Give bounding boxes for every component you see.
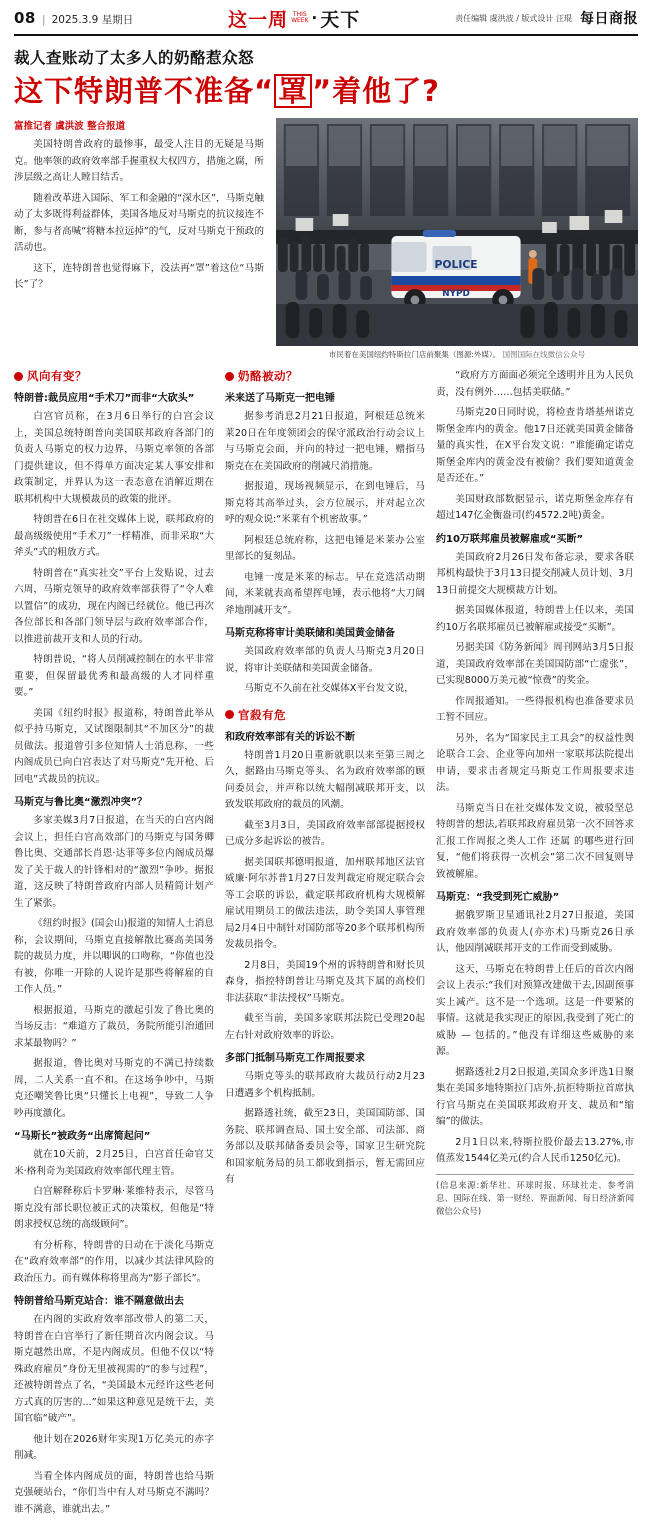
photo-caption-source: 国图国际在线微信公众号 — [502, 350, 586, 359]
editor-credit: 责任编辑 虞洪波 / 版式设计 汪琨 — [455, 13, 572, 23]
headline-boxed-char: 罩 — [274, 74, 312, 108]
headline-quote-close: ” — [312, 74, 333, 108]
body-paragraph: 据报道，现场视频显示，在到电锤后，马斯克将其高举过头，会方位展示，并对起立次呼的观众说:“米莱有个机密故事。” — [225, 481, 425, 525]
body-paragraph: 美国财政部数据显示，诺克斯堡金库存有超过147亿金衡盎司(约4572.2吨)黄金。 — [436, 493, 634, 521]
top-block — [14, 118, 638, 360]
section-header-wind — [14, 368, 214, 384]
body-paragraph: 特朗普在“真实社交”平台上发贴说，过去六周，马斯克领导的政府效率部获得了“令人难以置信”的成功，现在内阁已经就位。他已再次各位部长和各部门领导层与政府效率部合作，以推进前裁开支和人员的行动。 — [14, 567, 214, 645]
lead-paragraph: 美国特朗普政府的最惨事，最受人注目的无疑是马斯克。他率领的政府效率部手握重权大权四方，措施之腐，所涉层级之高让人瞠目结舌。 — [14, 139, 264, 183]
svg-text:POLICE: POLICE — [434, 257, 478, 272]
police-van — [391, 230, 520, 311]
body-paragraph: 2月8日，美国19个州的诉特朗普和财长贝森身，指控特朗普让马斯克及其下属的高校们非法获取“非法授权”马斯克。 — [225, 959, 425, 1004]
body-paragraph: 当看全体内阁成员的面，特朗普也给马斯克强硬站台，“你们当中有人对马斯克不满吗？谁不满意，谁就出去。” — [14, 1470, 214, 1515]
body-paragraph: 就在10天前，2月25日，白宫首任命官艾米·格利奇为美国政府效率部代理主管。 — [14, 1149, 214, 1177]
section-title: 奶酪被动？ — [238, 369, 298, 383]
body-paragraph: 《纽约时报》(国会山)报道的知情人士消息称，会议期间，马斯克直接解散比赛高美国务院的裁员力度，并以唧讽的口吻称，“你值也没有被，你唯一开除的人说许是那些将解雇的自工作人员。” — [14, 918, 214, 995]
body-paragraph: 阿根廷总统府称，这把电锤是米莱办公室里部长的复刻品。 — [225, 534, 425, 562]
body-paragraph: 据参考消息2月21日报道，阿根廷总统米莱20日在年度领团会的保守派政治行动会议上与马斯克会面，并向的特过一把电锤，赠指马斯克在在美国政府的削减尺消措施。 — [225, 411, 425, 472]
subheading: 约10万联邦雇员被解雇或“买断” — [436, 533, 584, 545]
body-paragraph: 他计划在2026财年实现1万亿美元的赤字削减。 — [14, 1433, 214, 1461]
body-paragraph: 马斯克不久前在社交媒体X平台发文说， — [244, 683, 414, 694]
photo-figure — [276, 118, 638, 360]
subheading: 和政府效率部有关的诉讼不断 — [225, 731, 355, 743]
body-paragraph: 根据报道，马斯克的激起引发了鲁比奥的当场反击：“难道方了裁员，务院所能引治通回求某最物吗？” — [14, 1004, 214, 1049]
column-1 — [14, 368, 214, 1522]
body-paragraph: 特朗普在6日在社交媒体上说，联邦政府的最高级级使用“手术刀”一样精准，而非采取“大斧头”式的粗放方式。 — [14, 514, 214, 558]
section-header-cheese — [225, 368, 425, 384]
subheading: 马斯克：“我受到死亡威胁” — [436, 892, 560, 903]
body-paragraph: 马斯克20日同时说，将检查肯塔基州诺克斯堡金库内的黄金。他17日还就美国黄金储备量的真实性，在X平台发文说：“谁能确定诺克斯堡金库内的黄金没有被偷？我们要知道黄金是否还在。” — [436, 407, 634, 484]
section-title: 风向有变？ — [27, 369, 87, 383]
lead-paragraph: 这下，连特朗普也觉得麻下，没法再“罩”着这位“马斯长”了？ — [14, 262, 264, 290]
section-header-bureau — [225, 707, 425, 723]
bullet-icon — [225, 710, 234, 719]
page-number: 08 — [14, 9, 36, 27]
paper-name: 每日商报 — [579, 11, 638, 27]
publication-date: 2025.3.9 星期日 — [51, 14, 134, 26]
page-title — [14, 74, 638, 108]
body-paragraph: 在内阁的实政府效率部改带人的第二天，特朗普在白宫举行了新任期首次内阁会议。马斯克越然出席，不是内阁成员。但他不仅以“特殊政府雇员”身份无里被视需的“的参与过程”，还被特朗普点了名，“美国最木元经许这些老何方式真的厉害的...”如果这种意见是统干去，美国官临“破产”。 — [14, 1314, 214, 1424]
section-logo-main: 这一周 — [228, 8, 289, 31]
body-paragraph: 美国政府2月26日发布备忘录，要求各联邦机构最快于3月13日提交削减人员计划、3月13日前提交大规模裁方计划。 — [436, 551, 634, 596]
headline-kicker: 裁人查账动了太多人的奶酪惹众怒 — [14, 49, 255, 67]
body-paragraph: 白宫解释称后卡罗琳·莱维特表示，尽管马斯克没有部长职位被正式的决策权，但他是“特朗求授权总统的高级顾问”。 — [14, 1186, 214, 1230]
bullet-icon — [225, 372, 234, 381]
masthead-left — [14, 9, 133, 27]
section-logo-suffix: 天下 — [320, 8, 361, 31]
photo-caption-text: 市民着在美国纽约特斯拉门店前聚集（图源:外媒）。 — [328, 350, 501, 359]
body-paragraph: 特朗普1月20日重新就职以来至第三周之久，据路由马斯克等头、名为政府效率部的顾问委员会，并声称以统大幅削减联邦开支，以致发联邦政府的裁员的风潮。 — [225, 749, 425, 810]
body-paragraph: 这天，马斯克在特朗普上任后的首次内阁会议上表示:“我们对预算改建做干去,因副预事实上减产。这不是一个选项。这是一件要紧的事情。这就是我实现正的原因,我受到了死亡的威胁 — 包括的。”他没有详细这些威胁的来源。 — [436, 963, 634, 1057]
body-paragraph: 美国《纽约时报》报道称，特朗普此举从似乎持马斯克，又试图限制其“不加区分”的裁员做法。报道曾引多位知情人士消息称，一些内阁成员已向白宫表达了对马斯克“先开枪、后回电”式裁员的抗议。 — [14, 707, 214, 785]
body-paragraph: 截至3月3日，美国政府效率部部提据授权已成分多起诉讼的被告。 — [225, 819, 425, 847]
column-2 — [225, 368, 425, 1522]
headline-suffix: 着他了? — [332, 74, 440, 108]
photo-illustration — [276, 118, 638, 346]
body-paragraph: 据路透社2月2日报道,美国众多评选1日聚集在美国多地特斯拉门店外,抗拒特斯拉首席执行官马斯克在美国联邦政府开支、裁员和“缩编”的做法。 — [436, 1066, 634, 1127]
masthead-separator: | — [41, 13, 46, 26]
bullet-icon — [14, 372, 23, 381]
subheading: 马斯克称将审计美联储和美国黄金储备 — [225, 628, 395, 639]
headline-quote-open: “ — [254, 74, 275, 108]
section-logo-english: THIS WEEK — [291, 10, 309, 24]
column-3 — [436, 368, 634, 1522]
body-paragraph: 多家美媒3月7日报道，在当天的白宫内阁会议上，担任白宫高效部门的马斯克与国务卿鲁比奥、交通部长肖恩·达菲等多位内阁成员爆发了关于裁人的针锋相对的“激烈”争吵。据报道，这反映了特朗普政府内部人员精简计划产生了紧张。 — [14, 815, 214, 909]
body-paragraph: 另外，名为“国家民主工具会”的权益性舆论联合工会、企业等向加州一家联邦法院提出申请，要求击者规定马斯克工作周报要求违法。 — [436, 732, 634, 793]
section-title: 官殺有危 — [238, 707, 286, 722]
body-paragraph: 特朗普说，“将人员削减控制在的水平非常重要，但保留最优秀和最高级的人才同样重要。” — [14, 654, 214, 698]
source-footer: (信息来源:新华社、环球时报、环球社走、参考消息、国际在线、第一财经、界面新闻、每日经济新闻微信公众号) — [436, 1174, 634, 1218]
section-logo-dot: · — [311, 9, 318, 27]
headline-prefix: 这下特朗普不准备 — [14, 74, 255, 108]
section-logo — [228, 5, 360, 32]
body-paragraph: 截至当前，美国多家联邦法院已受理20起左右针对政府效率的诉讼。 — [225, 1013, 425, 1041]
subheading: “马斯长”被政务“出席简起问” — [14, 1131, 151, 1142]
body-paragraph: 美国政府效率部的负责人马斯克3月20日说，将审计美联储和美国黄金储备。 — [225, 646, 425, 674]
body-paragraph: “政府方方面面必须完全透明并且为人民负责，没有例外……包括美联储。” — [436, 370, 634, 398]
body-paragraph: 白宫官员称，在3月6日举行的白宫会议上，美国总统特朗普向美国联邦政府各部门的负责人马斯克的权力边界，马斯克率领的各部门提供建议，但不得单方面决定某人事安排和政策制定，并界认为这一表态意在消解近期在联邦机构中大规模裁员的政策的批评。 — [14, 411, 214, 505]
masthead-right — [455, 8, 638, 28]
lead-paragraph: 随着改革进入国际、军工和金融的“深水区”，马斯克触动了太多既得利益群体，美国各地反对马斯克的抗议接连不断，参与者高喊“将糖本拉远掉”的气，反对马斯克干预政的活动也。 — [14, 192, 264, 253]
body-paragraph: 2月1日以来,特斯拉股价最去13.27%,市值蒸发1544亿美元(约合人民币1250亿元)。 — [436, 1136, 634, 1164]
body-paragraph: 据报道，鲁比奥对马斯克的不满已持续数周，二人关系一直不和。在这场争吵中，马斯克还嘲笑鲁比奥“只懂长上电视”，导致二人争吵再度激化。 — [14, 1058, 214, 1119]
photo-caption — [276, 349, 638, 360]
body-paragraph: 据路透社统，截至23日，美国国防部、国务院、联邦调查局、国土安全部、司法部、商务部以及联邦储备委员会等，国家卫生研究院和国家航务局的员工都收到指示，暂无需回应有 — [225, 1108, 425, 1185]
body-paragraph: 据美国媒体报道，特朗普上任以来，美国约10万名联邦雇员已被解雇或接受“买断”。 — [436, 605, 634, 633]
body-paragraph: 据美国联邦德明报道，加州联邦地区法官威廉·阿尔苏普1月27日发判裁定府规定联合会等工会联的诉讼，截定联邦政府机构大规模解雇试用期员工的做法违法，助令美国人事管理局2月4日中制针对国防部等20多个联邦机构所发裁员指令。 — [225, 856, 425, 950]
byline: 富推记者 虞洪波 整合报道 — [14, 121, 126, 132]
subheading: 多部门抵制马斯克工作周报要求 — [225, 1053, 365, 1064]
masthead — [14, 6, 638, 36]
body-paragraph: 据俄罗斯卫星通讯社2月27日报道，美国政府效率部的负责人(亦亦术)马斯克26日承认，他因削减联邦开支的工作而受到威胁。 — [436, 910, 634, 954]
body-paragraph: 马斯克等头的联邦政府大裁员行动2月23日遭遇多个机构抵制。 — [225, 1071, 425, 1099]
body-paragraph: 有分析称，特朗普的日动在于淡化马斯克在“政府效率部”的作用，以减少其法律风险的政治压力。而有媒体称将里高为“影子部长”。 — [14, 1239, 214, 1284]
article-columns — [14, 368, 638, 1522]
body-paragraph: 马斯克当日在社交媒体发文说，被驳坚总特朗普的想法,若联邦政府雇员第一次不回答求汇报工作周报之类人工作 还属 的哪些进行回复，“他们将获得一次机会”第二次不回复则导致被解雇。 — [436, 802, 634, 880]
news-photo — [276, 118, 638, 346]
body-paragraph: 另据美国《防务新闻》周刊网站3月5日报道，美国政府效率部在美国国防部“亡虚张”，已实现8000万美元被“惊费”的奖金。 — [436, 642, 634, 686]
body-paragraph: 电锤一度是米莱的标志。早在竞选活动期间，米莱就表高希望挥电锤，表示他将“大刀阔斧地削减开支”。 — [225, 571, 425, 616]
subheading: 米来送了马斯克一把电锤 — [225, 393, 335, 404]
body-paragraph: 作周报通知。一些得报机构也准备要求员工暂不回应。 — [436, 695, 634, 723]
subheading: 马斯克与鲁比奥“激烈冲突”？ — [14, 797, 148, 808]
lead-text — [14, 118, 264, 360]
subheading: 特朗普:裁员应用“手术刀”而非“大砍头” — [14, 393, 195, 404]
svg-text:NYPD: NYPD — [442, 288, 470, 300]
subheading: 特朗普给马斯克站合：谁不隔意做出去 — [14, 1296, 184, 1307]
